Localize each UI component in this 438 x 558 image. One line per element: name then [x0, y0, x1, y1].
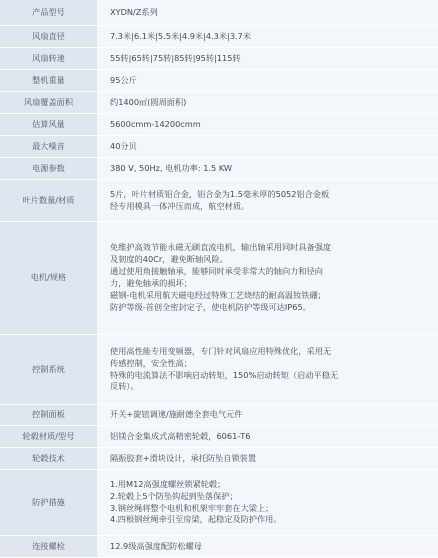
table-row: [0, 92, 438, 114]
row-value: 12.9级高强度配防松螺母: [97, 536, 438, 558]
row-value: 380 V, 50Hz, 电机功率: 1.5 KW: [97, 158, 438, 180]
table-row: [0, 405, 438, 426]
table-row: [0, 26, 438, 48]
row-value: 7.3米|6.1米|5.5米|4.9米|4.3米|3.7米: [97, 26, 438, 48]
value-line: 5片，叶片材质铝合金，铝合金为1.5毫米厚的5052铝合金板: [110, 188, 330, 199]
table-row: [0, 48, 438, 70]
row-label: 风扇转速: [0, 48, 97, 70]
row-value: 55转|65转|75转|85转|95转|115转: [97, 48, 438, 70]
value-line: 3.钢丝绳将整个电机和机架牢牢套在大梁上；: [110, 502, 274, 513]
table-row: [0, 70, 438, 92]
value-line: 防护等级-首创全密封定子，使电机防护等级可达IP65。: [110, 301, 311, 312]
row-label: 控制系统: [0, 335, 97, 405]
value-line: 特殊的电流算法不影响启动转矩，150%启动转矩（启动平稳无: [110, 369, 339, 380]
row-label: 整机重量: [0, 70, 97, 92]
value-line: 及韧度的40Cr，避免断轴风险。: [110, 254, 228, 265]
row-label: 叶片数量/材质: [0, 180, 97, 222]
table-row: [0, 136, 438, 158]
row-label: 轮毂材质/型号: [0, 426, 97, 448]
row-label: 产品型号: [0, 0, 97, 26]
row-value: [97, 180, 438, 222]
table-row: [0, 222, 438, 335]
row-value: [97, 222, 438, 335]
row-value: [97, 470, 438, 536]
row-value: 约1400㎡(圆周面积): [97, 92, 438, 114]
table-row: [0, 114, 438, 136]
row-label: 风扇直径: [0, 26, 97, 48]
row-label: 控制面板: [0, 405, 97, 426]
table-row: [0, 0, 438, 26]
row-label: 最大噪音: [0, 136, 97, 158]
row-value: 隔振胶套+滑块设计，承托防坠自锁装置: [97, 448, 438, 470]
row-label: 电机/规格: [0, 222, 97, 335]
row-label: 风扇覆盖面积: [0, 92, 97, 114]
value-line: 1.用M12高强度螺丝锁紧轮毂；: [110, 478, 226, 489]
row-label: 估算风量: [0, 114, 97, 136]
row-value: 5600cmm-14200cmm: [97, 114, 438, 136]
row-value: [97, 335, 438, 405]
row-label: 连接螺栓: [0, 536, 97, 558]
table-row: [0, 536, 438, 558]
table-row: [0, 335, 438, 405]
value-line: 使用高性能专用变频器，专门针对风扇应用特殊优化，采用无: [110, 345, 332, 356]
row-value: 开关+旋钮调速/施耐德全套电气元件: [97, 405, 438, 426]
row-value: XYDN/Z系列: [97, 0, 438, 26]
value-line: 力，避免轴承的损坏；: [110, 278, 192, 288]
row-label: 轮毂技术: [0, 448, 97, 470]
row-label: 防护措施: [0, 470, 97, 536]
value-line: 经专用模具一体冲压而成，航空材质。: [110, 200, 250, 211]
table-row: [0, 158, 438, 180]
row-label: 电源参数: [0, 158, 97, 180]
row-value: 95公斤: [97, 70, 438, 92]
row-value: 铝镁合金集成式高精密轮毂，6061-T6: [97, 426, 438, 448]
table-row: [0, 470, 438, 536]
value-line: 反转）。: [110, 381, 139, 392]
value-line: 磁钢-电机采用航天磁电经过特殊工艺烧结的耐高温钕铁硼；: [110, 289, 326, 300]
table-row: [0, 426, 438, 448]
value-line: 免维护高效节能永磁无刷直流电机，输出轴采用同时具备强度: [110, 242, 332, 253]
value-line: 传感控制，安全性高；: [110, 357, 192, 368]
value-line: 2.轮毂上5个防坠钩起到坠落保护；: [110, 490, 238, 501]
row-value: 40分贝: [97, 136, 438, 158]
table-row: [0, 180, 438, 222]
value-line: 通过使用角接触轴承，能够同时承受非常大的轴向力和径向: [110, 266, 323, 277]
table-row: [0, 448, 438, 470]
value-line: 4.四根钢丝绳牵引至房梁，起稳定及防护作用。: [110, 514, 282, 525]
